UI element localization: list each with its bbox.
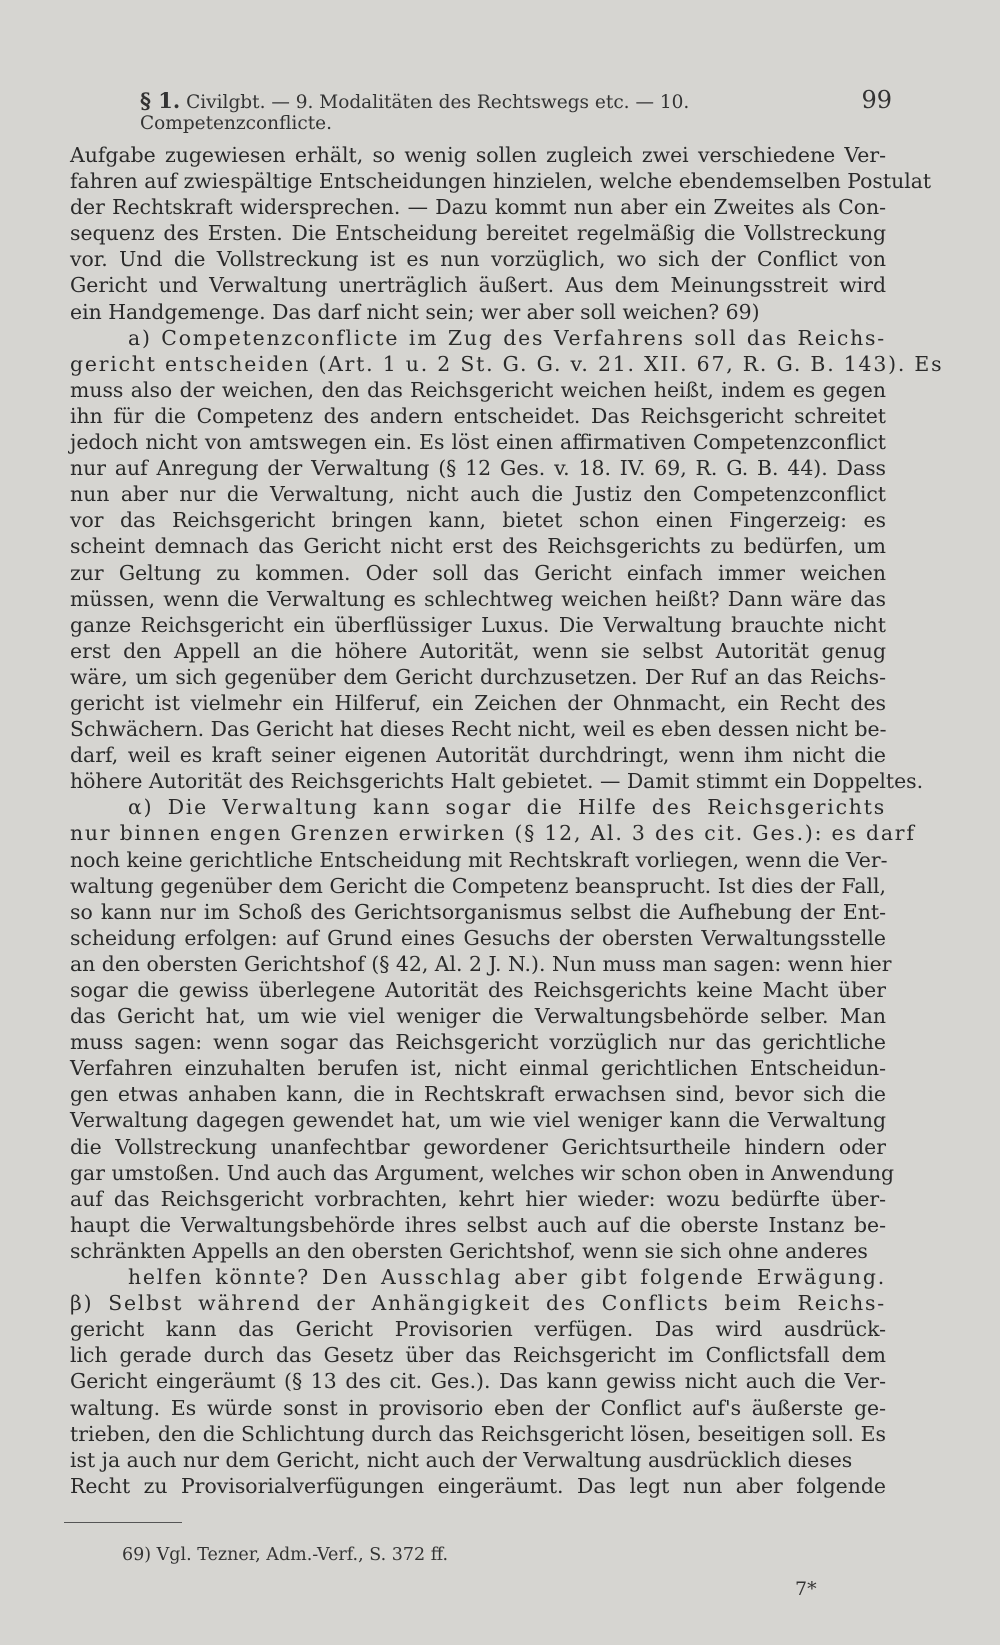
text-line: höhere Autorität des Reichsgerichts Halt gebietet. — Damit stimmt ein Doppeltes. (70, 769, 924, 794)
text-line: a) Competenzconflicte im Zug des Verfahrens soll das Reichs- (128, 325, 886, 350)
page-number: 99 (861, 86, 892, 114)
footnote-rule (64, 1522, 182, 1523)
text-line: gericht kann das Gericht Provisorien verfügen. Das wird ausdrück- (70, 1317, 886, 1342)
text-line: scheint demnach das Gericht nicht erst des Reichsgerichts zu bedürfen, um (70, 534, 886, 559)
section-mark: § 1. (140, 88, 181, 113)
text-line: darf, weil es kraft seiner eigenen Autorität durchdringt, wenn ihm nicht die (70, 743, 886, 768)
text-line: muss sagen: wenn sogar das Reichsgericht vorzüglich nur das gerichtliche (70, 1030, 886, 1055)
text-line: lich gerade durch das Gesetz über das Reichsgericht im Conflictsfall dem (70, 1343, 886, 1368)
text-line: zur Geltung zu kommen. Oder soll das Gericht einfach immer weichen (70, 560, 886, 585)
text-line: ganze Reichsgericht ein überflüssiger Luxus. Die Verwaltung brauchte nicht (70, 612, 886, 637)
text-line: gericht entscheiden (Art. 1 u. 2 St. G. G. v. 21. XII. 67, R. G. B. 143). Es (70, 351, 944, 376)
text-line: jedoch nicht von amtswegen ein. Es löst einen affirmativen Competenzconflict (70, 430, 886, 455)
text-line: noch keine gerichtliche Entscheidung mit Rechtskraft vorliegen, wenn die Ver- (70, 847, 888, 872)
text-line: muss also der weichen, den das Reichsgericht weichen heißt, indem es gegen (70, 377, 886, 402)
text-line: erst den Appell an die höhere Autorität, wenn sie selbst Autorität genug (70, 638, 886, 663)
text-line: haupt die Verwaltungsbehörde ihres selbst auch auf die oberste Instanz be- (70, 1212, 886, 1237)
text-line: waltung gegenüber dem Gericht die Competenz beansprucht. Ist dies der Fall, (70, 873, 886, 898)
text-line: nun aber nur die Verwaltung, nicht auch die Justiz den Competenzconflict (70, 482, 886, 507)
text-line: trieben, den die Schlichtung durch das Reichsgericht lösen, beseitigen soll. Es (70, 1421, 886, 1446)
text-line: helfen könnte? Den Ausschlag aber gibt folgende Erwägung. (128, 1265, 886, 1290)
text-line: sequenz des Ersten. Die Entscheidung bereitet regelmäßig die Vollstreckung (70, 221, 886, 246)
text-line: so kann nur im Schoß des Gerichtsorganismus selbst die Aufhebung der Ent- (70, 899, 886, 924)
text-line: die Vollstreckung unanfechtbar gewordener Gerichtsurtheile hindern oder (70, 1134, 886, 1159)
text-line: auf das Reichsgericht vorbrachten, kehrt hier wieder: wozu bedürfte über- (70, 1186, 886, 1211)
text-line: vor. Und die Vollstreckung ist es nun vorzüglich, wo sich der Conflict von (70, 247, 886, 272)
running-title: Civilgbt. — 9. Modalitäten des Rechtswegs etc. — 10. Competenzconflicte. (140, 92, 690, 134)
text-line: ihn für die Competenz des andern entscheidet. Das Reichsgericht schreitet (70, 403, 886, 428)
text-line: wäre, um sich gegenüber dem Gericht durchzusetzen. Der Ruf an das Reichs- (70, 664, 886, 689)
text-line: der Rechtskraft widersprechen. — Dazu kommt nun aber ein Zweites als Con- (70, 195, 886, 220)
signature-mark: 7* (795, 1578, 817, 1600)
text-line: Recht zu Provisorialverfügungen eingeräumt. Das legt nun aber folgende (70, 1473, 886, 1498)
text-line: Gericht und Verwaltung unerträglich äußert. Aus dem Meinungsstreit wird (70, 273, 886, 298)
text-line: fahren auf zwiespältige Entscheidungen hinzielen, welche ebendemselben Postulat (70, 169, 932, 194)
text-line: Gericht eingeräumt (§ 13 des cit. Ges.). Das kann gewiss nicht auch die Ver- (70, 1369, 886, 1394)
body-text (70, 142, 944, 1499)
text-line: Verwaltung dagegen gewendet hat, um wie viel weniger kann die Verwaltung (70, 1108, 886, 1133)
text-line: nur auf Anregung der Verwaltung (§ 12 Ges. v. 18. IV. 69, R. G. B. 44). Dass (70, 456, 886, 481)
text-line: vor das Reichsgericht bringen kann, bietet schon einen Fingerzeig: es (70, 508, 886, 533)
text-line: β) Selbst während der Anhängigkeit des Conflicts beim Reichs- (70, 1291, 886, 1316)
text-line: gericht ist vielmehr ein Hilferuf, ein Zeichen der Ohnmacht, ein Recht des (70, 690, 886, 715)
text-line: ein Handgemenge. Das darf nicht sein; wer aber soll weichen? 69) (70, 299, 760, 324)
text-line: gar umstoßen. Und auch das Argument, welches wir schon oben in Anwendung (70, 1160, 895, 1185)
footnote: 69) Vgl. Tezner, Adm.-Verf., S. 372 ff. (122, 1545, 449, 1565)
text-line: nur binnen engen Grenzen erwirken (§ 12, Al. 3 des cit. Ges.): es darf (70, 821, 916, 846)
text-line: Aufgabe zugewiesen erhält, so wenig sollen zugleich zwei verschiedene Ver- (70, 143, 886, 167)
text-line: ist ja auch nur dem Gericht, nicht auch der Verwaltung ausdrücklich dieses (70, 1447, 853, 1472)
text-line: schränkten Appells an den obersten Gerichtshof, wenn sie sich ohne anderes (70, 1238, 868, 1263)
text-line: das Gericht hat, um wie viel weniger die Verwaltungsbehörde selber. Man (70, 1004, 886, 1029)
text-line: waltung. Es würde sonst in provisorio eben der Conflict auf's äußerste ge- (70, 1395, 886, 1420)
text-line: sogar die gewiss überlegene Autorität des Reichsgerichts keine Macht über (70, 978, 886, 1002)
text-line: müssen, wenn die Verwaltung es schlechtweg weichen heißt? Dann wäre das (70, 586, 886, 611)
text-line: gen etwas anhaben kann, die in Rechtskraft erwachsen sind, bevor sich die (70, 1082, 886, 1107)
text-line: α) Die Verwaltung kann sogar die Hilfe des Reichsgerichts (128, 795, 886, 820)
header-left (140, 88, 861, 134)
text-line: scheidung erfolgen: auf Grund eines Gesuchs der obersten Verwaltungsstelle (70, 925, 886, 950)
text-line: Verfahren einzuhalten berufen ist, nicht einmal gerichtlichen Entscheidun- (70, 1056, 886, 1081)
text-line: an den obersten Gerichtshof (§ 42, Al. 2 J. N.). Nun muss man sagen: wenn hier (70, 951, 892, 976)
running-header (140, 86, 892, 134)
text-line: Schwächern. Das Gericht hat dieses Recht nicht, weil es eben dessen nicht be- (70, 717, 887, 742)
